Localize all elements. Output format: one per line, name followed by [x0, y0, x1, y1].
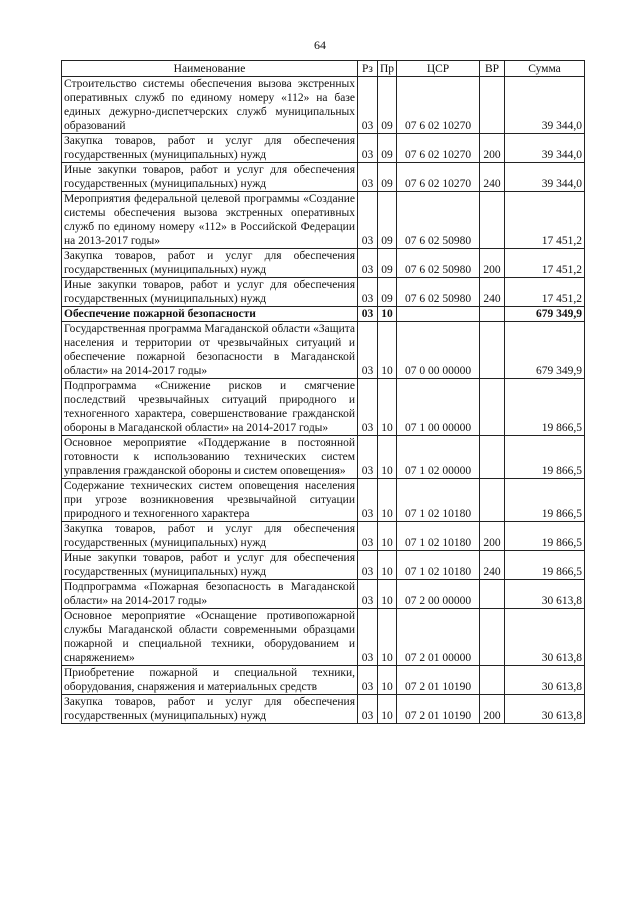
header-vr: ВР: [480, 61, 505, 77]
row-pr: 10: [378, 609, 397, 666]
row-name: Иные закупки товаров, работ и услуг для обеспечения государственных (муниципальных) нужд: [62, 551, 358, 580]
row-rz: 03: [358, 249, 378, 278]
row-name: Иные закупки товаров, работ и услуг для обеспечения государственных (муниципальных) нужд: [62, 163, 358, 192]
table-body: [62, 77, 585, 724]
row-name: Подпрограмма «Пожарная безопасность в Магаданской области» на 2014-2017 годы»: [62, 580, 358, 609]
table-row: [62, 163, 585, 192]
row-sum: 19 866,5: [505, 522, 585, 551]
row-name: Закупка товаров, работ и услуг для обеспечения государственных (муниципальных) нужд: [62, 695, 358, 724]
row-name: Закупка товаров, работ и услуг для обеспечения государственных (муниципальных) нужд: [62, 249, 358, 278]
row-sum: 19 866,5: [505, 379, 585, 436]
row-vr: [480, 580, 505, 609]
row-vr: 240: [480, 551, 505, 580]
row-pr: 10: [378, 322, 397, 379]
row-csr: 07 6 02 10270: [397, 163, 480, 192]
row-pr: 10: [378, 522, 397, 551]
row-sum: 30 613,8: [505, 666, 585, 695]
row-rz: 03: [358, 436, 378, 479]
row-pr: 10: [378, 580, 397, 609]
row-rz: 03: [358, 77, 378, 134]
row-csr: 07 6 02 50980: [397, 249, 480, 278]
row-rz: 03: [358, 479, 378, 522]
row-rz: 03: [358, 609, 378, 666]
row-csr: 07 6 02 50980: [397, 278, 480, 307]
row-csr: 07 6 02 50980: [397, 192, 480, 249]
row-csr: 07 2 00 00000: [397, 580, 480, 609]
row-pr: 09: [378, 77, 397, 134]
row-vr: [480, 436, 505, 479]
row-name: Приобретение пожарной и специальной техники, оборудования, снаряжения и материальных средств: [62, 666, 358, 695]
table-row: [62, 192, 585, 249]
row-rz: 03: [358, 322, 378, 379]
row-csr: 07 2 01 10190: [397, 666, 480, 695]
row-vr: 200: [480, 522, 505, 551]
table-row: [62, 134, 585, 163]
row-sum: 679 349,9: [505, 322, 585, 379]
row-csr: 07 1 02 10180: [397, 479, 480, 522]
table-row: [62, 479, 585, 522]
row-rz: 03: [358, 307, 378, 322]
row-name: Строительство системы обеспечения вызова экстренных оперативных служб по единому номеру «112» на базе единых дежурно-диспетчерских служб муниципальных образований: [62, 77, 358, 134]
row-sum: 30 613,8: [505, 695, 585, 724]
table-row: [62, 77, 585, 134]
row-csr: 07 1 00 00000: [397, 379, 480, 436]
table-row: [62, 379, 585, 436]
row-vr: [480, 479, 505, 522]
row-sum: 39 344,0: [505, 134, 585, 163]
row-csr: 07 2 01 10190: [397, 695, 480, 724]
row-vr: 200: [480, 134, 505, 163]
row-rz: 03: [358, 522, 378, 551]
row-sum: 39 344,0: [505, 163, 585, 192]
budget-table: [61, 60, 585, 724]
row-sum: 19 866,5: [505, 551, 585, 580]
table-row: [62, 666, 585, 695]
row-sum: 17 451,2: [505, 249, 585, 278]
row-vr: [480, 192, 505, 249]
row-rz: 03: [358, 666, 378, 695]
row-vr: [480, 609, 505, 666]
row-rz: 03: [358, 192, 378, 249]
row-rz: 03: [358, 580, 378, 609]
row-rz: 03: [358, 551, 378, 580]
row-pr: 09: [378, 249, 397, 278]
row-name: Мероприятия федеральной целевой программы «Создание системы обеспечения вызова экстренных оперативных служб по единому номеру «112» в Российской Федерации на 2013-2017 годы»: [62, 192, 358, 249]
row-name: Закупка товаров, работ и услуг для обеспечения государственных (муниципальных) нужд: [62, 134, 358, 163]
row-vr: [480, 77, 505, 134]
row-sum: 39 344,0: [505, 77, 585, 134]
table-row: [62, 322, 585, 379]
row-pr: 10: [378, 479, 397, 522]
row-pr: 10: [378, 436, 397, 479]
row-csr: 07 6 02 10270: [397, 77, 480, 134]
row-pr: 10: [378, 666, 397, 695]
row-pr: 09: [378, 192, 397, 249]
row-vr: [480, 307, 505, 322]
row-csr: 07 2 01 00000: [397, 609, 480, 666]
table-row: [62, 436, 585, 479]
row-csr: 07 6 02 10270: [397, 134, 480, 163]
row-pr: 09: [378, 134, 397, 163]
row-vr: 200: [480, 695, 505, 724]
table-row: [62, 695, 585, 724]
row-vr: 200: [480, 249, 505, 278]
row-vr: [480, 379, 505, 436]
row-name: Иные закупки товаров, работ и услуг для обеспечения государственных (муниципальных) нужд: [62, 278, 358, 307]
row-rz: 03: [358, 278, 378, 307]
row-name: Государственная программа Магаданской области «Защита населения и территории от чрезвычайных ситуаций и обеспечение пожарной безопасности в Магаданской области» на 2014-2017 годы»: [62, 322, 358, 379]
row-csr: 07 1 02 10180: [397, 522, 480, 551]
row-sum: 19 866,5: [505, 479, 585, 522]
row-csr: [397, 307, 480, 322]
table-row: [62, 249, 585, 278]
header-sum: Сумма: [505, 61, 585, 77]
row-rz: 03: [358, 379, 378, 436]
table-row: [62, 609, 585, 666]
row-name: Закупка товаров, работ и услуг для обеспечения государственных (муниципальных) нужд: [62, 522, 358, 551]
row-pr: 10: [378, 379, 397, 436]
table-row: [62, 580, 585, 609]
row-name: Основное мероприятие «Поддержание в постоянной готовности к использованию технических систем управления гражданской обороны и систем оповещения»: [62, 436, 358, 479]
header-pr: Пр: [378, 61, 397, 77]
row-pr: 09: [378, 163, 397, 192]
row-sum: 17 451,2: [505, 278, 585, 307]
row-vr: [480, 322, 505, 379]
row-rz: 03: [358, 695, 378, 724]
table-header-row: [62, 61, 585, 77]
row-rz: 03: [358, 163, 378, 192]
header-csr: ЦСР: [397, 61, 480, 77]
row-vr: [480, 666, 505, 695]
row-sum: 30 613,8: [505, 580, 585, 609]
row-name: Содержание технических систем оповещения населения при угрозе возникновения чрезвычайной ситуации природного и техногенного характера: [62, 479, 358, 522]
row-pr: 10: [378, 307, 397, 322]
row-name: Обеспечение пожарной безопасности: [62, 307, 358, 322]
row-vr: 240: [480, 278, 505, 307]
table-row: [62, 278, 585, 307]
row-vr: 240: [480, 163, 505, 192]
row-pr: 10: [378, 695, 397, 724]
row-rz: 03: [358, 134, 378, 163]
row-csr: 07 1 02 10180: [397, 551, 480, 580]
row-pr: 10: [378, 551, 397, 580]
row-pr: 09: [378, 278, 397, 307]
header-rz: Рз: [358, 61, 378, 77]
row-sum: 17 451,2: [505, 192, 585, 249]
row-name: Подпрограмма «Снижение рисков и смягчение последствий чрезвычайных ситуаций природного и техногенного характера, совершенствование гражданской обороны в Магаданской области» на 2014-2017 годы»: [62, 379, 358, 436]
row-sum: 19 866,5: [505, 436, 585, 479]
page-number: 64: [314, 38, 326, 52]
row-name: Основное мероприятие «Оснащение противопожарной службы Магаданской области современными образцами пожарной и специальной техники, оборудованием и снаряжением»: [62, 609, 358, 666]
table-row: [62, 522, 585, 551]
row-csr: 07 0 00 00000: [397, 322, 480, 379]
table-row: [62, 307, 585, 322]
row-csr: 07 1 02 00000: [397, 436, 480, 479]
table-row: [62, 551, 585, 580]
row-sum: 679 349,9: [505, 307, 585, 322]
header-name: Наименование: [62, 61, 358, 77]
row-sum: 30 613,8: [505, 609, 585, 666]
